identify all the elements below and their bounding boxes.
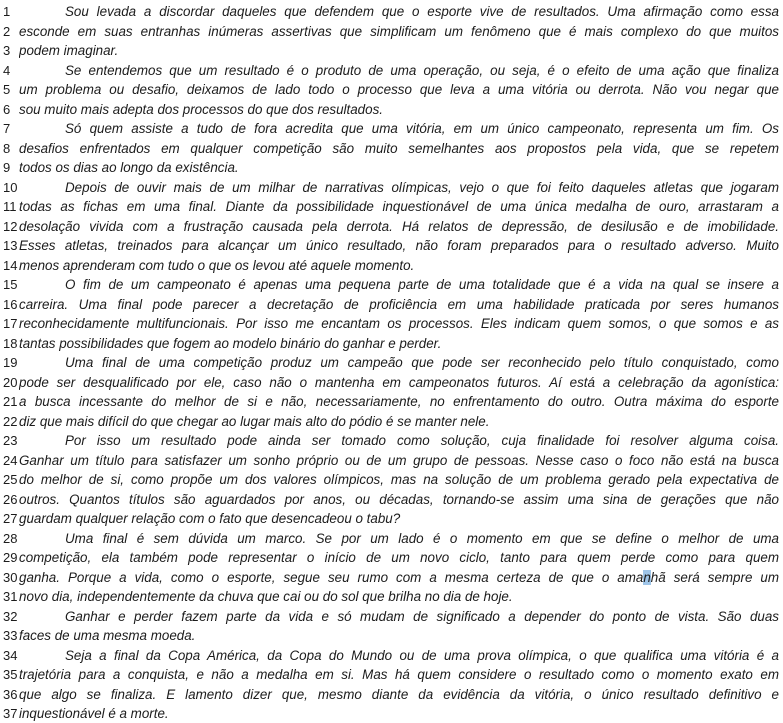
line-text[interactable]: Ganhar e perder fazem parte da vida e só mudam de significado a depender do ponto de vista. São duas: [65, 608, 779, 624]
line-text[interactable]: faces de uma mesma moeda.: [19, 628, 196, 643]
line-text[interactable]: a busca incessante do melhor de si e não, necessariamente, no enfrentamento do outro. Outra máxima do esporte: [19, 394, 779, 409]
line-text[interactable]: menos aprenderam com tudo o que os levou até aquele momento.: [19, 257, 415, 273]
line-text[interactable]: Só quem assiste a tudo de fora acredita que uma vitória, em um único campeonato, representa um fim. Os: [65, 121, 779, 136]
line-number: 5: [3, 82, 11, 97]
line-text[interactable]: Ganhar um título para satisfazer um sonho próprio ou de um grupo de pessoas. Nesse caso o foco não está na busca: [19, 452, 779, 468]
text-line: [3, 256, 781, 276]
line-text[interactable]: Se entendemos que um resultado é o produto de uma operação, ou seja, é o efeito de uma ação que finaliza: [65, 62, 779, 78]
line-text[interactable]: sou muito mais adepta dos processos do que dos resultados.: [19, 101, 383, 117]
text-line: [3, 158, 781, 178]
text-line: [3, 295, 781, 315]
line-number: 17: [3, 316, 18, 331]
selected-text[interactable]: n: [643, 569, 651, 585]
line-text[interactable]: outros. Quantos títulos são aguardados por anos, ou décadas, tornando-se assim uma sina de gerações que não: [19, 491, 779, 507]
line-number: 18: [3, 335, 18, 351]
text-line: [3, 178, 781, 198]
line-number: 4: [3, 62, 11, 78]
text-line: [3, 334, 781, 354]
text-line: [3, 275, 781, 295]
line-text[interactable]: novo dia, independentemente da chuva que cai ou do sol que brilha no dia de hoje.: [19, 589, 513, 604]
line-text[interactable]: desolação vivida com a frustração causada pela derrota. Há relatos de depressão, de desilusão e de imobilidade.: [19, 218, 779, 234]
line-number: 32: [3, 608, 18, 624]
line-text[interactable]: todos os dias ao longo da existência.: [19, 160, 239, 175]
line-number: 13: [3, 238, 18, 253]
line-text[interactable]: pode ser desqualificado por ele, caso não o mantenha em campeonatos futuros. Aí está a celebração da agonística:: [19, 374, 779, 390]
line-number: 33: [3, 628, 18, 643]
line-text[interactable]: Uma final de uma competição produz um campeão que pode ser reconhecido pelo título conquistado, como: [65, 355, 779, 370]
line-text[interactable]: reconhecidamente multifuncionais. Por isso me encantam os processos. Eles indicam quem somos, o que somos e as: [19, 316, 779, 331]
line-number: 9: [3, 160, 11, 175]
line-text[interactable]: Uma final é sem dúvida um marco. Se por um lado é o momento em que se define o melhor de uma: [65, 530, 779, 546]
line-number: 28: [3, 530, 18, 546]
line-number: 35: [3, 667, 18, 682]
line-number: 14: [3, 257, 18, 273]
text-line: [3, 100, 781, 120]
text-line: [3, 490, 781, 510]
line-text[interactable]: inquestionável é a morte.: [19, 706, 169, 721]
text-line: [3, 80, 781, 100]
line-text[interactable]: Esses atletas, treinados para alcançar um único resultado, não foram preparados para o resultado adverso. Muito: [19, 238, 779, 253]
text-line: [3, 431, 781, 451]
line-text[interactable]: esconde em suas entranhas inúmeras assertivas que simplificam um fenômeno que é mais complexo do que muitos: [19, 23, 779, 39]
text-line: [3, 353, 781, 373]
text-line: [3, 685, 781, 705]
text-line: [3, 626, 781, 646]
line-text[interactable]: todas as fichas em uma final. Diante da possibilidade inquestionável de uma única medalha de ouro, arrastaram a: [19, 199, 779, 214]
text-line: [3, 373, 781, 393]
line-number: 12: [3, 218, 18, 234]
line-text[interactable]: diz que mais difícil do que chegar ao lugar mais alto do pódio é se manter nele.: [19, 413, 490, 429]
text-line: [3, 236, 781, 256]
line-number: 19: [3, 355, 18, 370]
line-number: 29: [3, 550, 18, 565]
line-number: 2: [3, 23, 11, 39]
line-text[interactable]: Seja a final da Copa América, da Copa do Mundo ou de uma prova olímpica, o que qualifica uma vitória é a: [65, 647, 779, 663]
line-text[interactable]: competição, ela também pode representar o início de um novo ciclo, tanto para quem perde como para quem: [19, 550, 779, 565]
text-line: [3, 412, 781, 432]
line-number: 10: [3, 179, 18, 195]
line-number: 7: [3, 121, 11, 136]
text-line: [3, 392, 781, 412]
line-number: 6: [3, 101, 11, 117]
line-number: 8: [3, 140, 11, 156]
text-line: [3, 665, 781, 685]
line-text[interactable]: do melhor de si, como propõe um dos valores olímpicos, mas na solução de um problema gerado pela expectativa de: [19, 472, 779, 487]
line-number: 11: [3, 199, 17, 214]
line-text[interactable]: [19, 568, 781, 588]
line-text[interactable]: que algo se finaliza. E lamento dizer que, mesmo diante da evidência da vitória, o único resultado definitivo e: [19, 686, 779, 702]
line-text[interactable]: Por isso um resultado pode ainda ser tomado como solução, cuja finalidade foi resolver alguma coisa.: [65, 433, 779, 448]
line-text[interactable]: guardam qualquer relação com o fato que desencadeou o tabu?: [19, 511, 401, 526]
text-line: [3, 646, 781, 666]
text-line: [3, 119, 781, 139]
line-number: 24: [3, 452, 18, 468]
text-line: [3, 451, 781, 471]
line-text[interactable]: um problema ou desafio, deixamos de lado todo o processo que leva a uma vitória ou derrota. Não vou negar que: [19, 82, 779, 97]
line-number: 22: [3, 413, 18, 429]
line-number: 21: [3, 394, 18, 409]
text-line: [3, 470, 781, 490]
line-number: 15: [3, 277, 18, 292]
line-text[interactable]: podem imaginar.: [19, 43, 119, 58]
text-line: [3, 529, 781, 549]
text-line: [3, 41, 781, 61]
text-line: [3, 568, 781, 588]
line-number: 23: [3, 433, 18, 448]
line-text[interactable]: carreira. Uma final pode parecer a decretação de proficiência em uma habilidade praticada por seres humanos: [19, 296, 779, 312]
line-number: 27: [3, 511, 18, 526]
line-number: 3: [3, 43, 11, 58]
line-text[interactable]: desafios enfrentados em qualquer competição são muito semelhantes aos propostos pela vida, que se repetem: [19, 140, 779, 156]
text-line: [3, 548, 781, 568]
text-line: [3, 197, 781, 217]
line-text[interactable]: O fim de um campeonato é apenas uma pequena parte de uma totalidade que é a vida na qual se insere a: [65, 277, 779, 292]
line-number: 31: [3, 589, 18, 604]
text-lines: [3, 2, 781, 723]
line-text-before-selection: ganha. Porque a vida, como o esporte, segue seu rumo com a mesma certeza de que o ama: [19, 569, 644, 585]
line-number: 25: [3, 472, 18, 487]
text-line: [3, 587, 781, 607]
text-line: [3, 139, 781, 159]
text-line: [3, 22, 781, 42]
line-text[interactable]: trajetória para a conquista, e não a medalha em si. Mas há quem considere o resultado como o momento exato em: [19, 667, 779, 682]
line-text-after-selection: hã será sempre um: [650, 569, 779, 585]
line-number: 36: [3, 686, 18, 702]
line-text[interactable]: tantas possibilidades que fogem ao modelo binário do ganhar e perder.: [19, 335, 442, 351]
line-number: 34: [3, 647, 18, 663]
text-line: [3, 509, 781, 529]
line-text[interactable]: Depois de ouvir mais de um milhar de narrativas olímpicas, vejo o que foi feito daqueles atletas que jogaram: [65, 179, 779, 195]
line-number: 30: [3, 569, 18, 585]
line-number: 26: [3, 491, 18, 507]
text-line: [3, 2, 781, 22]
text-line: [3, 314, 781, 334]
line-text[interactable]: Sou levada a discordar daqueles que defendem que o esporte vive de resultados. Uma afirmação como essa: [65, 4, 779, 19]
text-line: [3, 704, 781, 723]
line-number: 1: [3, 4, 11, 19]
text-line: [3, 61, 781, 81]
line-number: 16: [3, 296, 18, 312]
line-number: 20: [3, 374, 18, 390]
text-line: [3, 217, 781, 237]
line-number: 37: [3, 706, 18, 721]
text-line: [3, 607, 781, 627]
